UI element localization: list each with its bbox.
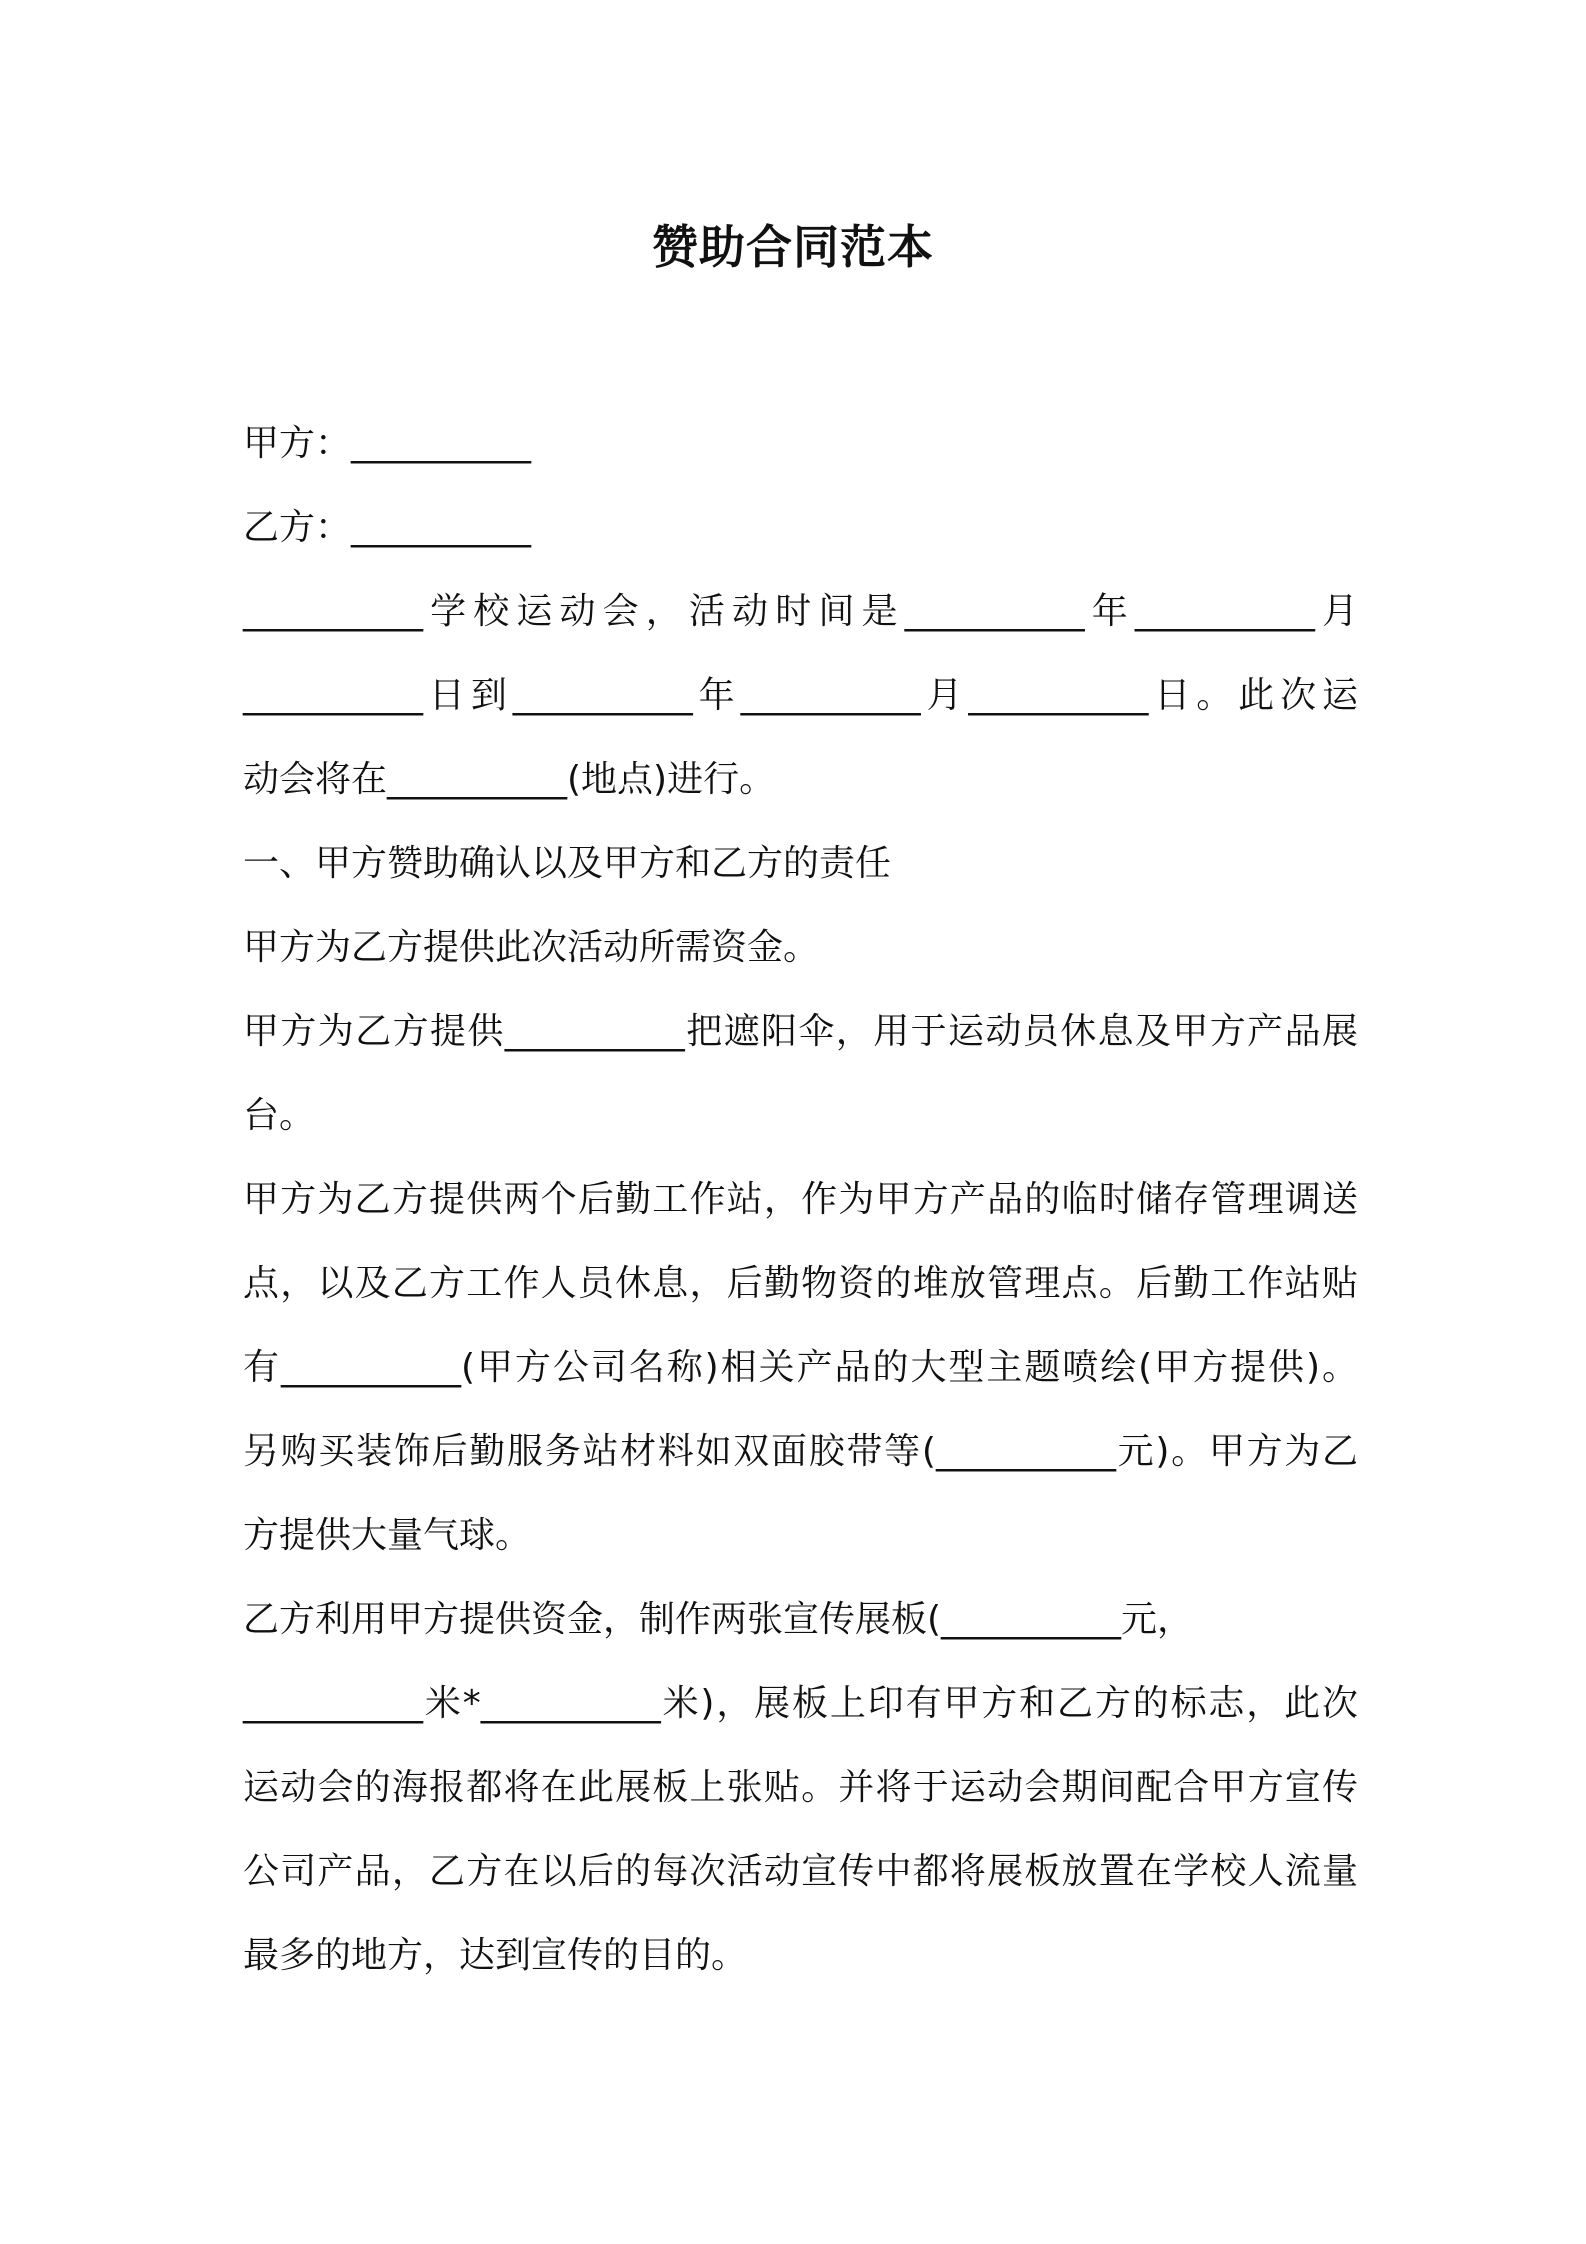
document-title: 赞助合同范本: [652, 220, 934, 274]
clause-funding: 甲方为乙方提供此次活动所需资金。: [243, 927, 820, 968]
event-intro-line-3: 动会将在__________(地点)进行。: [243, 759, 776, 800]
clause-umbrella-line-1: 甲方为乙方提供__________把遮阳伞，用于运动员休息及甲方产品展: [243, 1011, 1358, 1052]
clause-display-board-line-5: 最多的地方，达到宣传的目的。: [243, 1935, 748, 1976]
event-intro-line-2: __________日到__________年__________月__________日。此次运: [243, 675, 1358, 716]
clause-workstation-line-2: 点，以及乙方工作人员休息，后勤物资的堆放管理点。后勤工作站贴: [243, 1263, 1358, 1304]
clause-workstation-line-1: 甲方为乙方提供两个后勤工作站，作为甲方产品的临时储存管理调送: [243, 1179, 1358, 1220]
clause-workstation-line-3: 有__________(甲方公司名称)相关产品的大型主题喷绘(甲方提供)。: [243, 1347, 1358, 1388]
clause-display-board-line-4: 公司产品，乙方在以后的每次活动宣传中都将展板放置在学校人流量: [243, 1851, 1358, 1892]
clause-umbrella-line-2: 台。: [243, 1095, 316, 1136]
clause-display-board-line-3: 运动会的海报都将在此展板上张贴。并将于运动会期间配合甲方宣传: [243, 1767, 1358, 1808]
section-heading-1: 一、甲方赞助确认以及甲方和乙方的责任: [243, 843, 892, 884]
contract-body: [243, 402, 1358, 1998]
clause-workstation-line-4: 另购买装饰后勤服务站材料如双面胶带等(__________元)。甲方为乙: [243, 1431, 1358, 1472]
party-b-line: 乙方：__________: [243, 507, 532, 548]
clause-workstation-line-5: 方提供大量气球。: [243, 1515, 532, 1556]
clause-display-board-line-2: __________米*__________米)，展板上印有甲方和乙方的标志，此次: [243, 1683, 1358, 1724]
party-a-line: 甲方：__________: [243, 423, 532, 464]
clause-display-board-line-1: 乙方利用甲方提供资金，制作两张宣传展板(__________元，: [243, 1599, 1194, 1640]
event-intro-line-1: __________学校运动会，活动时间是__________年__________月: [243, 591, 1358, 632]
